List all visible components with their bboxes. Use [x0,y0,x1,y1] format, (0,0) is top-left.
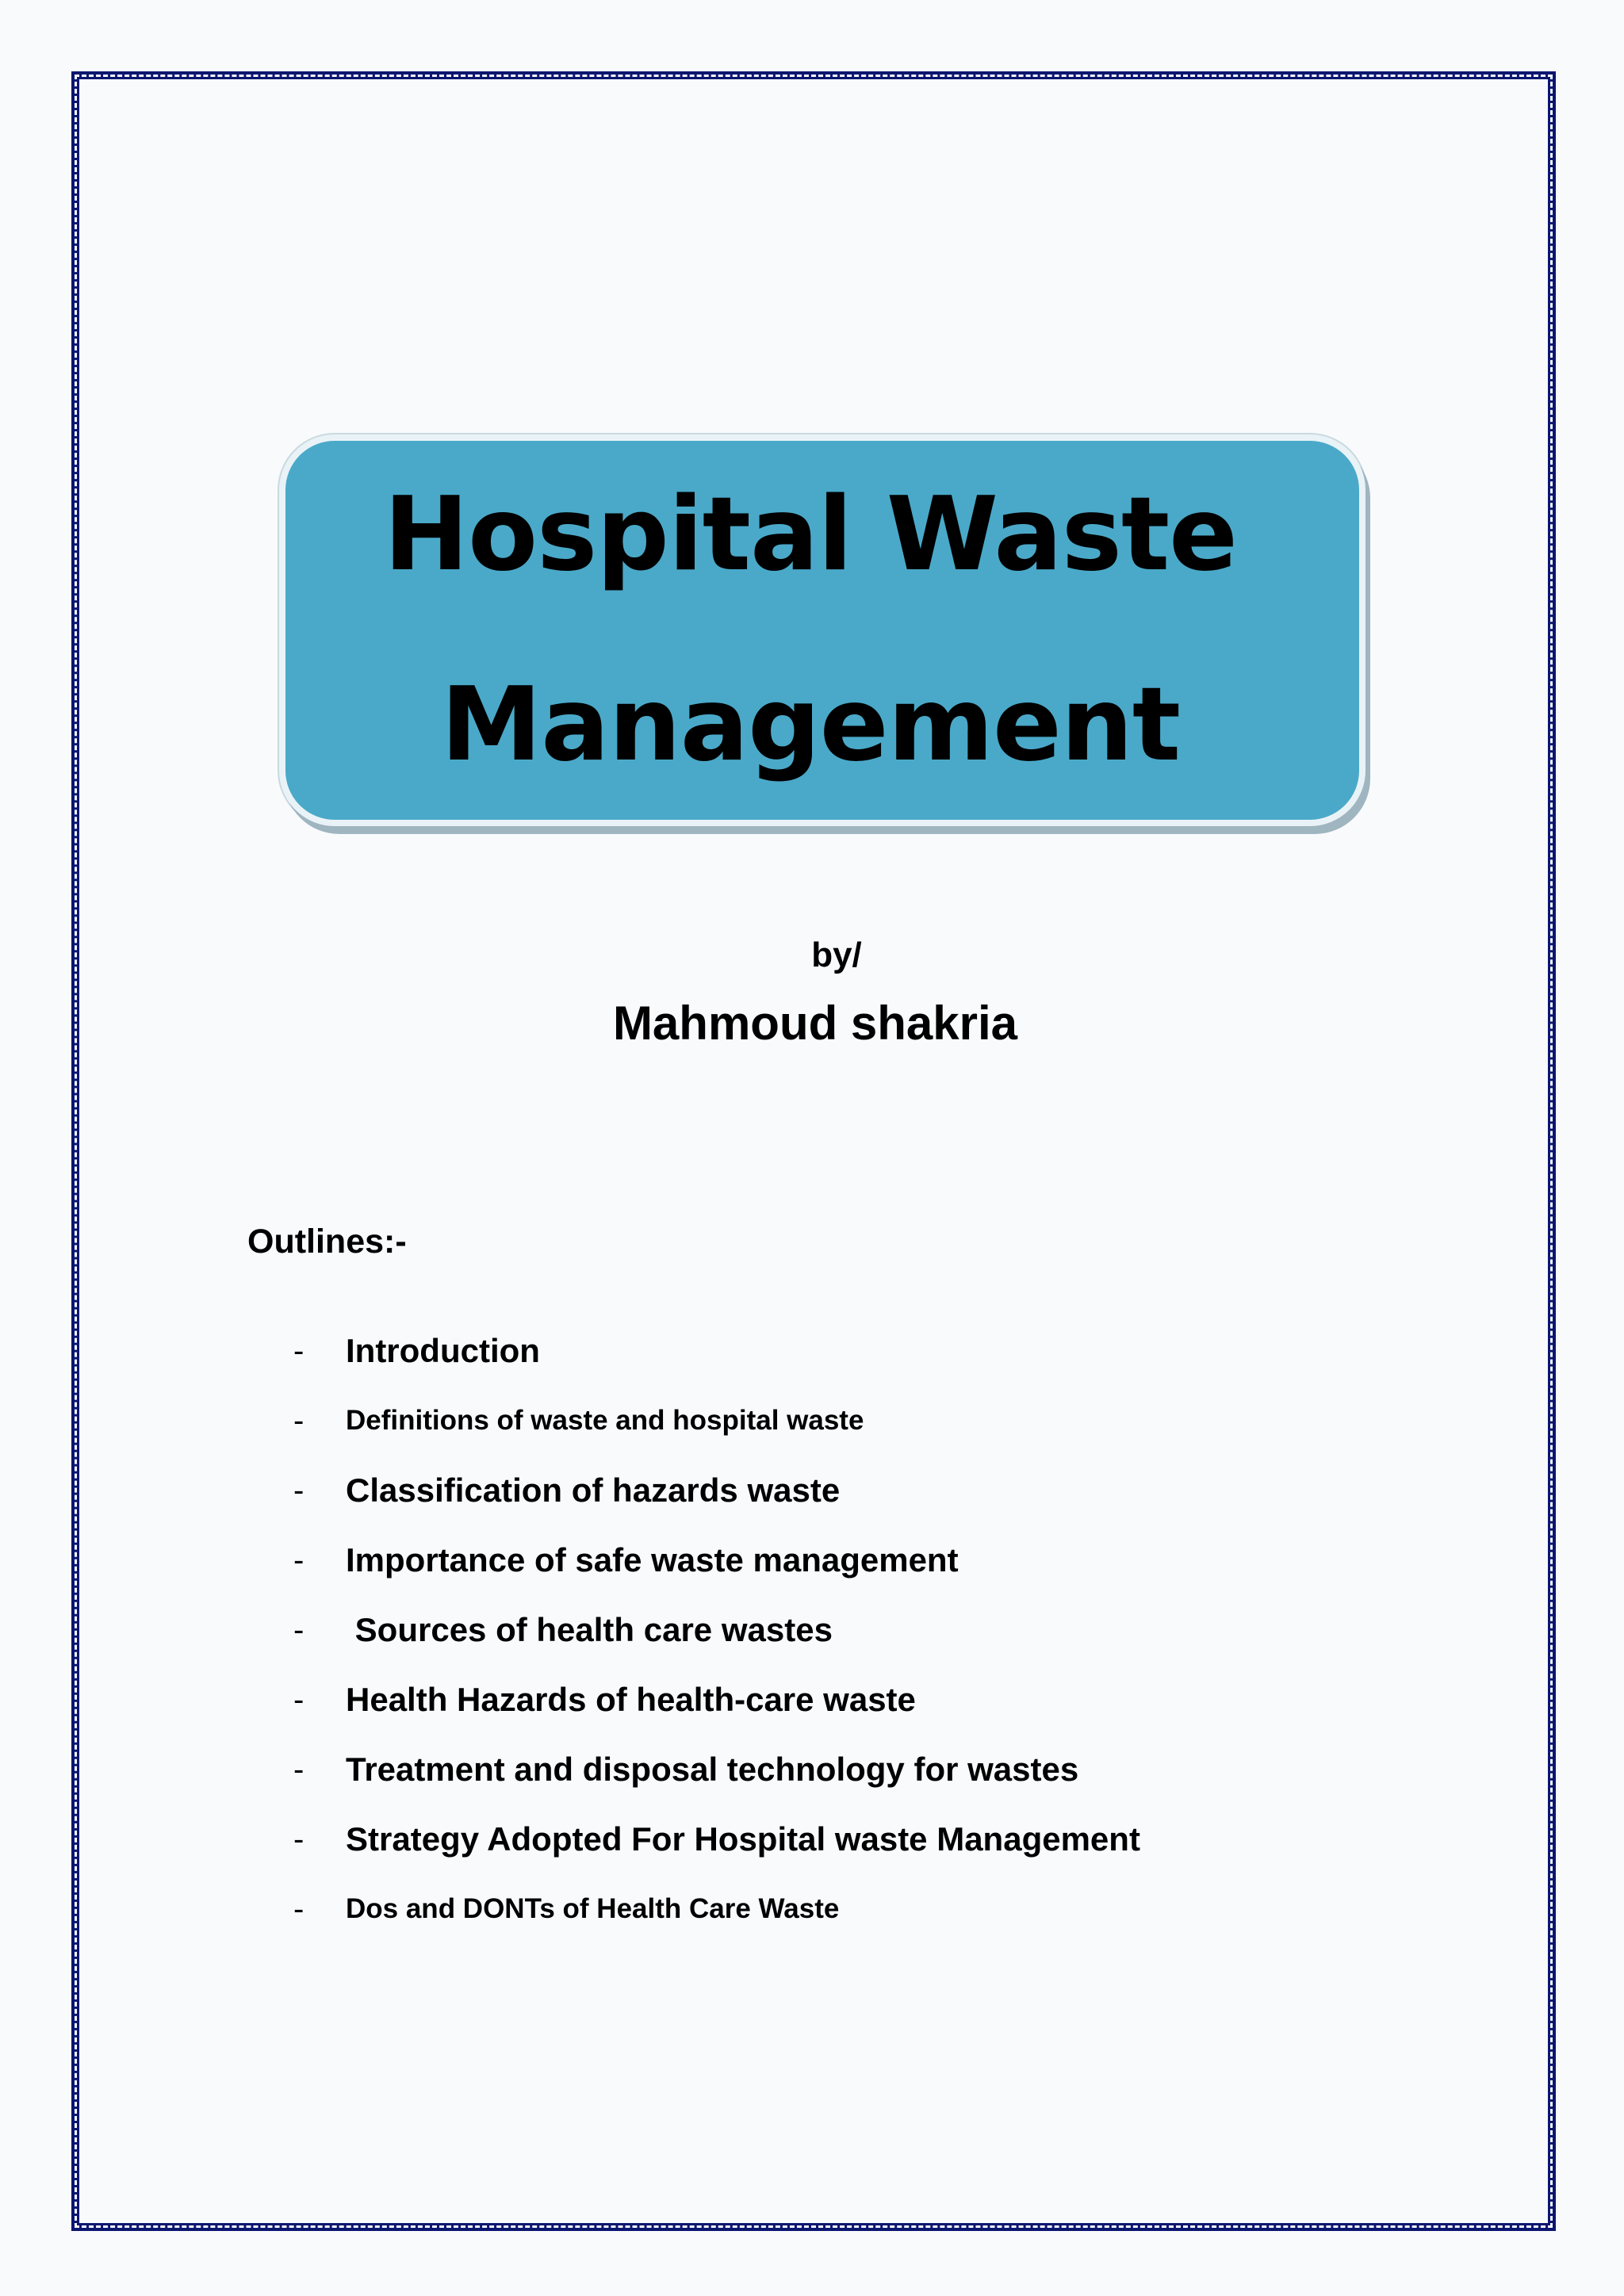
outline-item-text: Introduction [346,1332,540,1369]
dash-bullet: - [293,1891,304,1927]
title-box [279,434,1365,826]
outline-item [293,1525,1140,1595]
title-line-2: Management [440,666,1181,784]
outline-item-text: Sources of health care wastes [346,1611,833,1648]
dash-bullet: - [293,1542,304,1578]
outline-item [293,1735,1140,1804]
outline-item-text: Strategy Adopted For Hospital waste Management [346,1820,1140,1858]
outline-item [293,1316,1140,1386]
outline-item-text: Treatment and disposal technology for wastes [346,1751,1079,1788]
dash-bullet: - [293,1402,304,1438]
outline-item-text: Definitions of waste and hospital waste [346,1405,864,1436]
outline-item-text: Health Hazards of health-care waste [346,1681,916,1718]
dash-bullet: - [293,1612,304,1647]
dash-bullet: - [293,1472,304,1508]
dash-bullet: - [293,1682,304,1717]
author-name: Mahmoud shakria [612,997,1018,1050]
outline-item-text: Importance of safe waste management [346,1541,959,1578]
outlines-heading: Outlines:- [247,1223,407,1261]
outline-item [293,1874,1140,1944]
by-label: by/ [811,936,862,974]
dash-bullet: - [293,1821,304,1857]
outline-item-text: Dos and DONTs of Health Care Waste [346,1893,840,1924]
dash-bullet: - [293,1751,304,1787]
outline-item [293,1665,1140,1735]
dash-bullet: - [293,1333,304,1368]
outline-item [293,1595,1140,1665]
outline-item [293,1456,1140,1525]
outline-item [293,1804,1140,1874]
outline-item [293,1386,1140,1456]
outline-list [293,1316,1140,1944]
title-line-1: Hospital Waste [384,476,1237,594]
outline-item-text: Classification of hazards waste [346,1471,841,1509]
